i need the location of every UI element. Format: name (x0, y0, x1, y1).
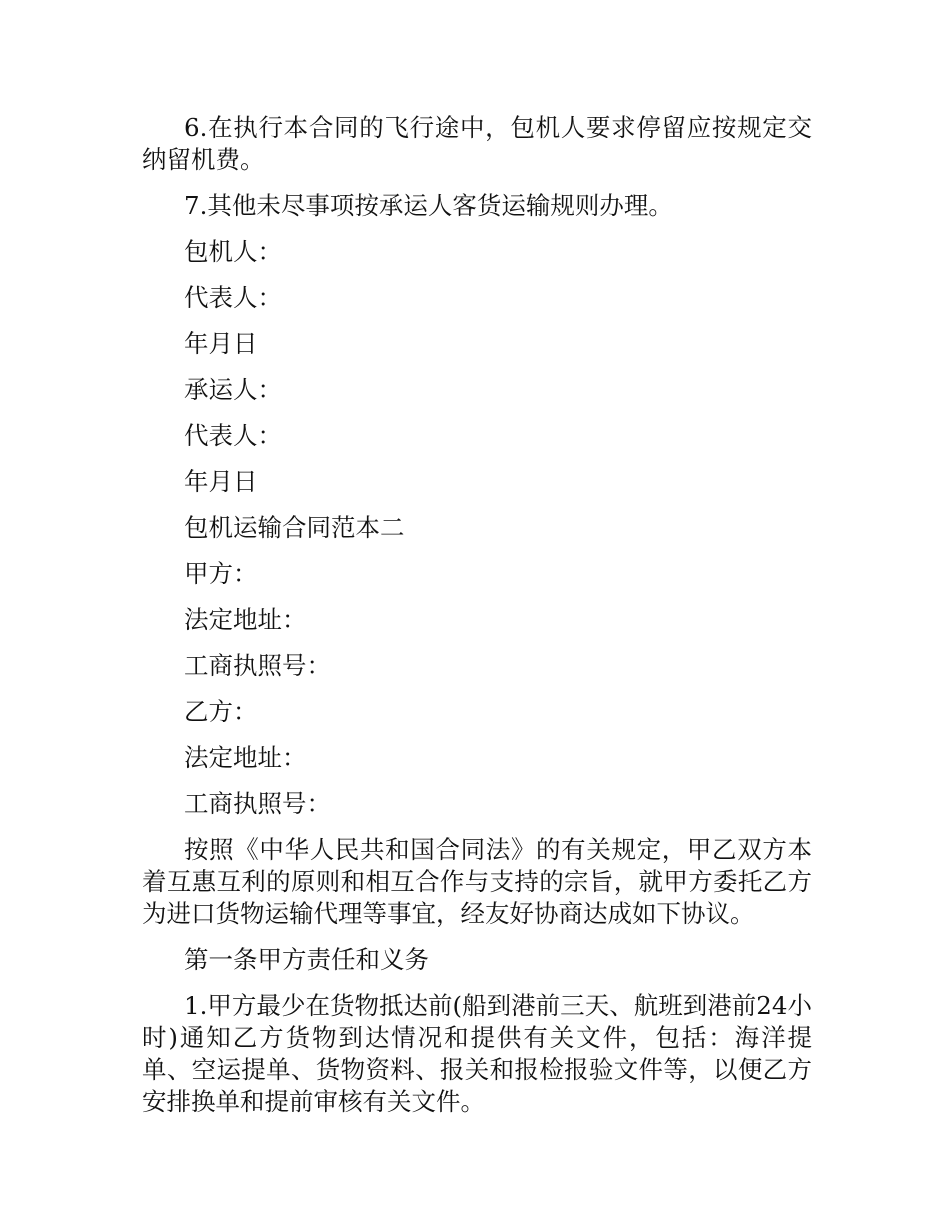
party-b-address-label: 法定地址： (184, 743, 307, 772)
charterer-representative-label: 代表人： (184, 283, 282, 312)
party-a-address-label: 法定地址： (184, 605, 307, 634)
agreement-preamble: 按照《中华人民共和国合同法》的有关规定，甲乙双方本着互惠互利的原则和相互合作与支持的宗旨，就甲方委托乙方为进口货物运输代理等事宜，经友好协商达成如下协议。 (142, 835, 812, 928)
clause-7: 7.其他未尽事项按承运人客货运输规则办理。 (184, 191, 673, 220)
party-a-license-label: 工商执照号： (184, 651, 331, 680)
charterer-date-label: 年月日 (184, 329, 258, 358)
party-a-label: 甲方： (184, 559, 258, 588)
article-1-heading: 第一条甲方责任和义务 (184, 945, 429, 974)
document-body (142, 112, 812, 1132)
section-title: 包机运输合同范本二 (184, 513, 405, 542)
article-1-clause-1: 1.甲方最少在货物抵达前(船到港前三天、航班到港前24小时)通知乙方货物到达情况和提供有关文件，包括：海洋提单、空运提单、货物资料、报关和报检报验文件等，以便乙方安排换单和提前审核有关文件。 (142, 991, 812, 1116)
clause-6: 6.在执行本合同的飞行途中，包机人要求停留应按规定交纳留机费。 (142, 113, 812, 174)
carrier-representative-label: 代表人： (184, 421, 282, 450)
carrier-label: 承运人： (184, 375, 282, 404)
charterer-label: 包机人： (184, 237, 282, 266)
party-b-label: 乙方： (184, 697, 258, 726)
party-b-license-label: 工商执照号： (184, 789, 331, 818)
carrier-date-label: 年月日 (184, 467, 258, 496)
